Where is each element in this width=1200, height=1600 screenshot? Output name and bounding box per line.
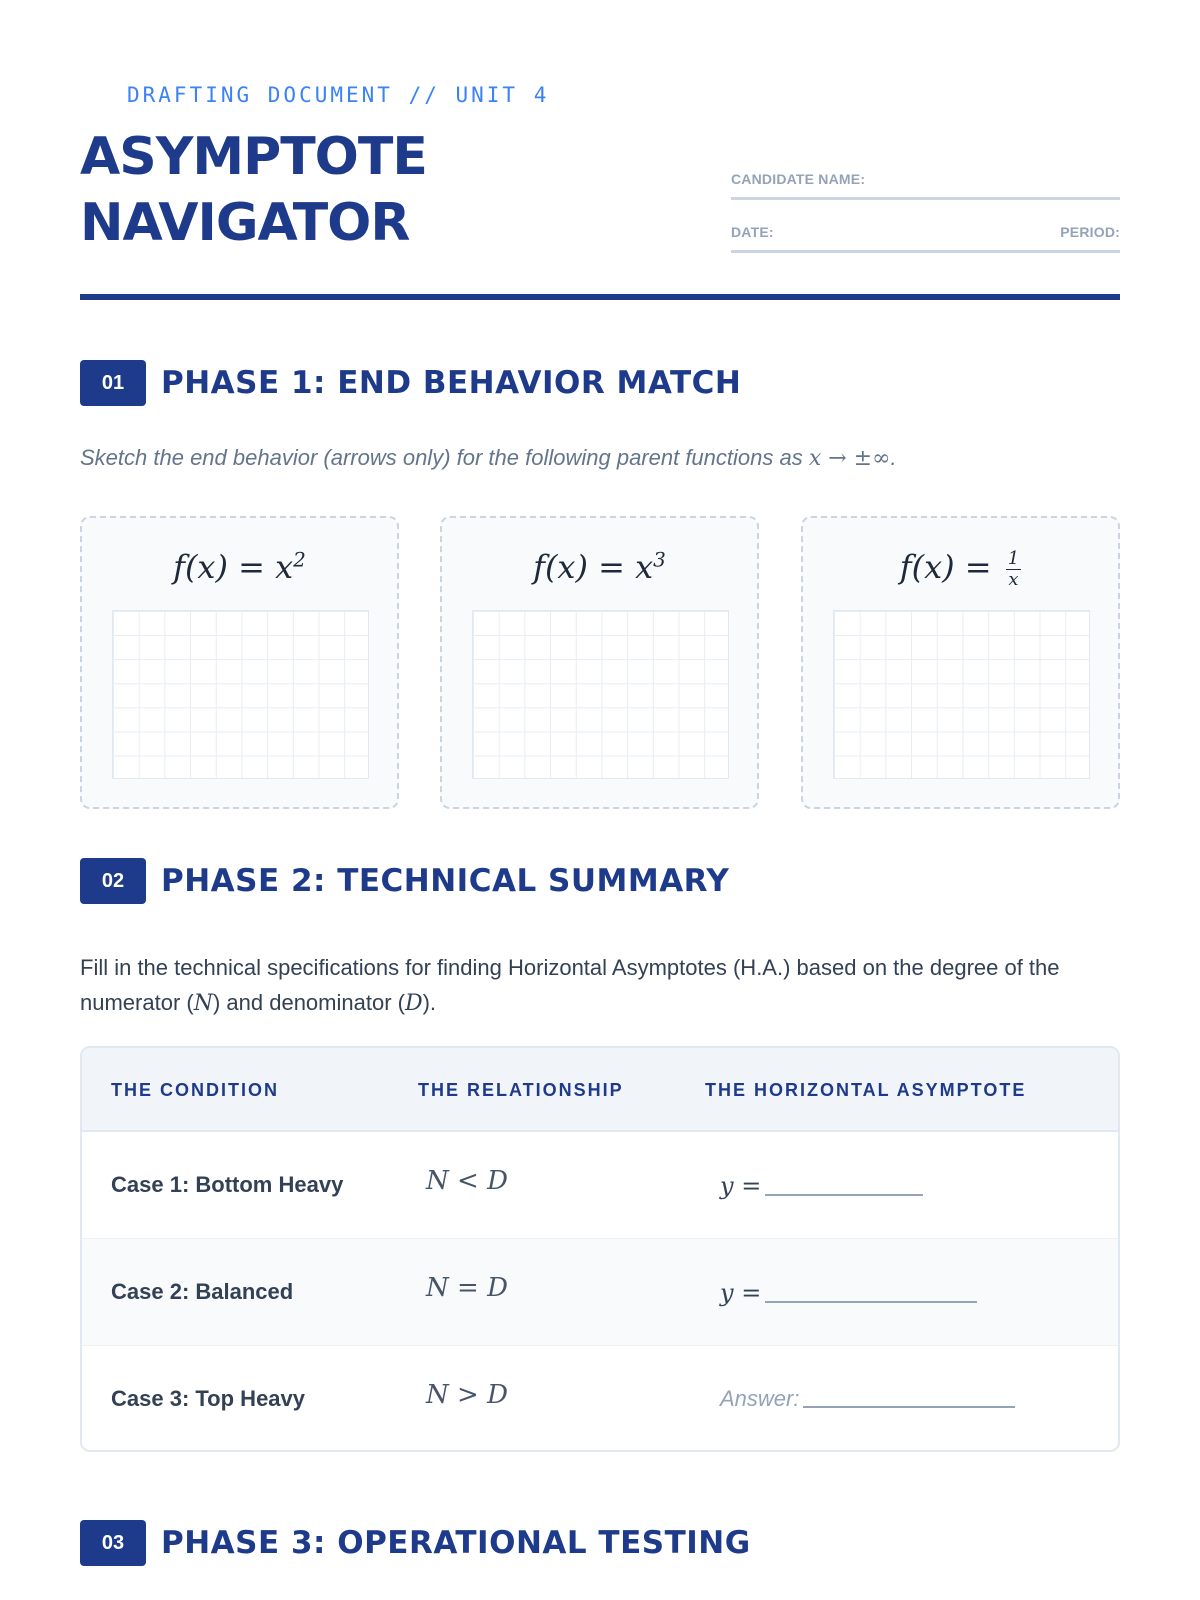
title-line-2: NAVIGATOR — [80, 193, 410, 253]
answer-blank[interactable] — [765, 1194, 923, 1196]
function-cards — [80, 516, 1120, 809]
answer-prefix: y = — [720, 1172, 762, 1200]
instruction-text: Fill in the technical specifications for finding Horizontal Asymptotes (H.A.) based on the degree of the numerator ( — [80, 955, 1060, 1015]
function-label — [442, 548, 757, 586]
document-kicker: DRAFTING DOCUMENT // UNIT 4 — [127, 83, 550, 107]
condition-cell: Case 1: Bottom Heavy — [111, 1172, 344, 1197]
phase-3-heading — [80, 1520, 751, 1566]
table-row — [82, 1346, 1118, 1452]
function-label — [82, 548, 397, 586]
phase-2-badge: 02 — [80, 858, 146, 904]
answer-prefix: Answer: — [720, 1386, 800, 1411]
answer-cell[interactable] — [720, 1172, 923, 1200]
period-label: PERIOD: — [1060, 224, 1120, 240]
phase-1-instruction-math: x → ±∞ — [808, 446, 891, 471]
phase-2-instructions — [80, 950, 1120, 1021]
candidate-name-field[interactable] — [731, 160, 1120, 200]
function-lhs: f(x) = x — [173, 548, 294, 586]
sketch-grid[interactable] — [472, 610, 729, 779]
phase-1-instructions — [80, 445, 897, 471]
header-divider — [80, 294, 1120, 300]
student-info-block — [731, 160, 1120, 266]
fraction-denominator: x — [1008, 569, 1019, 590]
table-row — [82, 1132, 1118, 1239]
condition-cell: Case 3: Top Heavy — [111, 1386, 306, 1411]
function-card — [440, 516, 759, 809]
instruction-text: ) and denominator ( — [212, 990, 405, 1015]
phase-1-heading — [80, 360, 741, 406]
column-header-condition: THE CONDITION — [111, 1080, 279, 1100]
asymptote-summary-table — [80, 1046, 1120, 1452]
phase-2-heading — [80, 858, 729, 904]
table-row — [82, 1239, 1118, 1346]
function-exponent: 3 — [653, 547, 666, 572]
page-title — [80, 124, 427, 256]
phase-1-badge: 01 — [80, 360, 146, 406]
relationship-cell: N < D — [426, 1166, 508, 1196]
answer-blank[interactable] — [803, 1406, 1015, 1408]
sketch-grid[interactable] — [112, 610, 369, 779]
function-exponent: 2 — [293, 547, 306, 572]
fraction-numerator: 1 — [1007, 548, 1020, 569]
answer-blank[interactable] — [765, 1301, 977, 1303]
answer-prefix: y = — [720, 1279, 762, 1307]
function-card — [801, 516, 1120, 809]
relationship-cell: N = D — [426, 1273, 508, 1303]
numerator-symbol: N — [193, 991, 213, 1016]
function-card — [80, 516, 399, 809]
phase-3-badge: 03 — [80, 1520, 146, 1566]
phase-3-title: PHASE 3: OPERATIONAL TESTING — [161, 1525, 751, 1561]
function-label — [803, 548, 1118, 590]
worksheet-page — [80, 0, 1120, 1600]
column-header-asymptote: THE HORIZONTAL ASYMPTOTE — [705, 1080, 1027, 1100]
phase-1-instruction-text: Sketch the end behavior (arrows only) for the following parent functions as — [80, 445, 809, 470]
function-lhs: f(x) = x — [533, 548, 654, 586]
relationship-cell: N > D — [426, 1380, 508, 1410]
phase-1-instruction-end: . — [890, 445, 897, 470]
denominator-symbol: D — [404, 991, 423, 1016]
date-period-field[interactable] — [731, 213, 1120, 253]
phase-2-title: PHASE 2: TECHNICAL SUMMARY — [161, 863, 730, 899]
sketch-grid[interactable] — [833, 610, 1090, 779]
function-lhs: f(x) = — [899, 548, 1002, 586]
instruction-text: ). — [422, 990, 437, 1015]
condition-cell: Case 2: Balanced — [111, 1279, 294, 1304]
answer-cell[interactable] — [720, 1386, 1015, 1412]
table-header — [82, 1048, 1118, 1132]
column-header-relationship: THE RELATIONSHIP — [418, 1080, 624, 1100]
title-line-1: ASYMPTOTE — [80, 127, 427, 187]
answer-cell[interactable] — [720, 1279, 977, 1307]
phase-1-title: PHASE 1: END BEHAVIOR MATCH — [161, 365, 742, 401]
candidate-name-label: CANDIDATE NAME: — [731, 171, 866, 187]
fraction — [1006, 549, 1021, 590]
date-label: DATE: — [731, 224, 774, 240]
